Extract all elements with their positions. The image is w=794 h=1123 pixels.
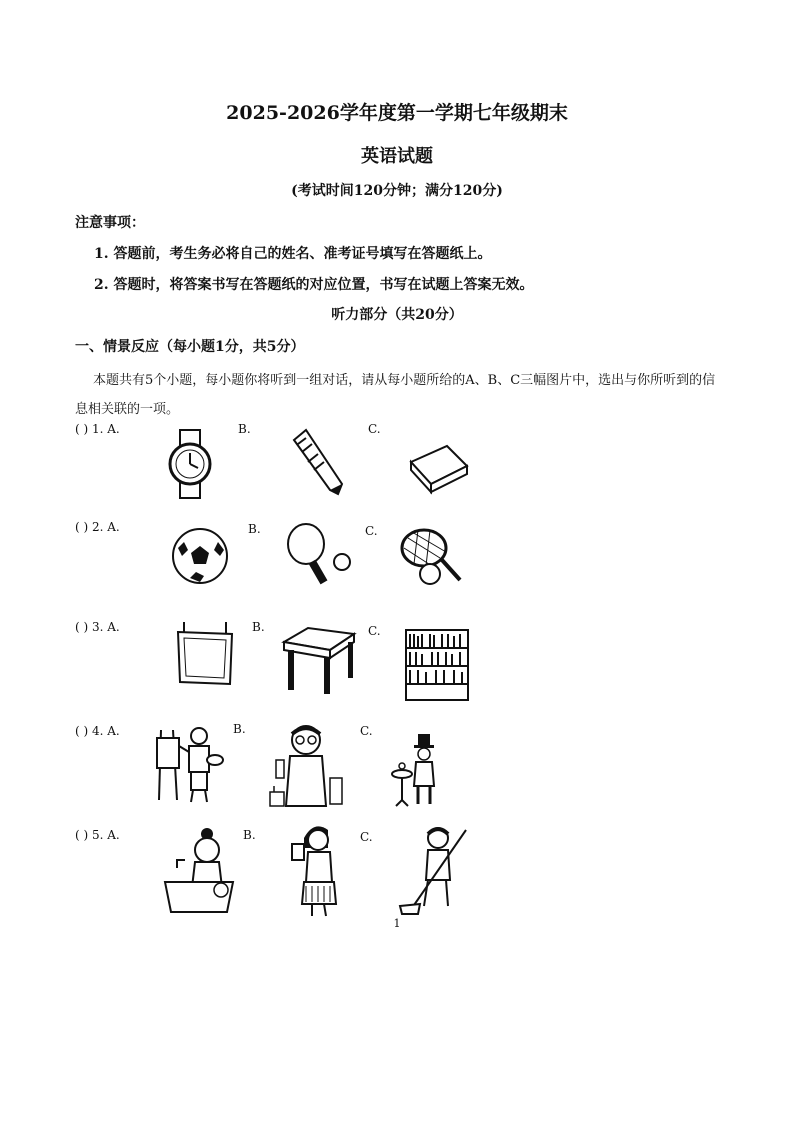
notice-item: 2. 答题时，将答案书写在答题纸的对应位置，书写在试题上答案无效。 — [94, 277, 534, 293]
exam-subtitle: 英语试题 — [361, 146, 433, 167]
question-3-number: ( ) 3. A. — [75, 620, 120, 634]
ping-pong-paddle-icon — [284, 522, 356, 588]
pencil-icon — [288, 428, 348, 498]
question-1-number: ( ) 1. A. — [75, 422, 120, 436]
question-5-number: ( ) 5. A. — [75, 828, 120, 842]
bookcase-icon — [402, 626, 472, 704]
magician-icon — [388, 732, 444, 808]
option-b-label: B. — [233, 722, 246, 736]
page-number: 1 — [393, 917, 401, 930]
blackboard-icon — [170, 620, 240, 690]
option-c-label: C. — [360, 724, 373, 738]
scientist-icon — [266, 722, 350, 808]
option-c-label: C. — [360, 830, 373, 844]
question-2-number: ( ) 2. A. — [75, 520, 120, 534]
option-c-label: C. — [365, 524, 378, 538]
notice-item: 1. 答题前，考生务必将自己的姓名、准考证号填写在答题纸上。 — [94, 246, 492, 262]
wristwatch-icon — [160, 428, 220, 500]
desk-icon — [278, 624, 358, 696]
option-b-label: B. — [243, 828, 256, 842]
instructions: 本题共有5个小题，每小题你将听到一组对话，请从每小题所给的A、B、C三幅图片中，选出与你所听到的信息相关联的一项。 — [75, 373, 716, 417]
option-c-label: C. — [368, 422, 381, 436]
option-b-label: B. — [238, 422, 251, 436]
soccer-ball-icon — [170, 526, 230, 586]
girl-sweeping-icon — [398, 826, 470, 916]
option-b-label: B. — [248, 522, 261, 536]
girl-washing-dishes-icon — [163, 826, 241, 916]
tennis-racket-icon — [398, 524, 468, 588]
notice-heading: 注意事项： — [75, 215, 145, 231]
book-icon — [405, 440, 473, 496]
painter-icon — [155, 722, 225, 804]
exam-info: (考试时间120分钟；满分120分) — [291, 183, 503, 199]
listening-section-title: 听力部分（共20分） — [331, 307, 463, 323]
exam-title: 2025-2026学年度第一学期七年级期末 — [226, 102, 568, 124]
option-c-label: C. — [368, 624, 381, 638]
question-4-number: ( ) 4. A. — [75, 724, 120, 738]
part-title: 一、情景反应（每小题1分，共5分） — [75, 339, 305, 355]
girl-reading-icon — [290, 820, 350, 920]
option-b-label: B. — [252, 620, 265, 634]
